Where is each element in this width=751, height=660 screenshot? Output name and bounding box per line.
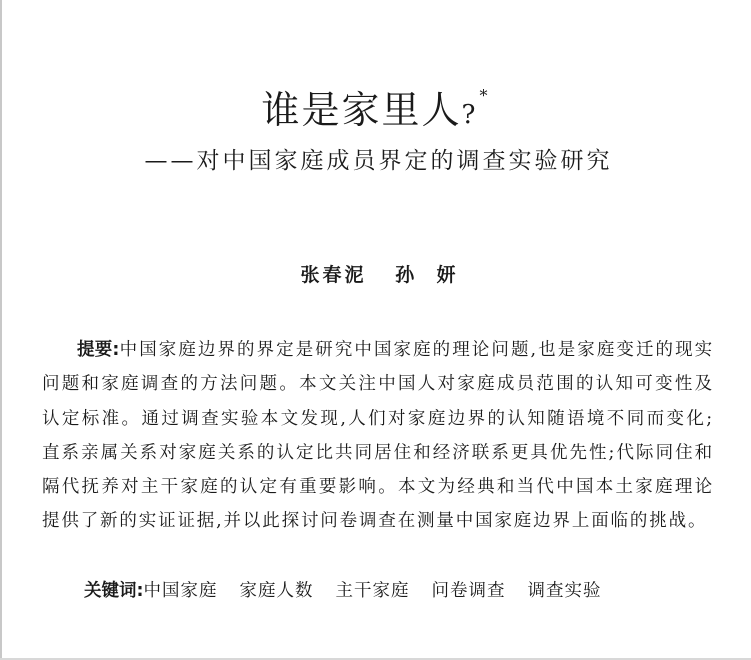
abstract-text: 中国家庭边界的界定是研究中国家庭的理论问题,也是家庭变迁的现实问题和家庭调查的方法问题。本文关注中国人对家庭成员范围的认知可变性及认定标准。通过调查实验本文发现,人们对家庭边界的认知随语境不同而变化;直系亲属关系对家庭关系的认定比共同居住和经济联系更具优先性;代际同住和隔代抚养对主干家庭的认定有重要影响。本文为经典和当代中国本土家庭理论提供了新的实证证据,并以此探讨问卷调查在测量中国家庭边界上面临的挑战。: [42, 340, 714, 532]
paper-authors: 张春泥 孙 妍: [300, 264, 459, 286]
keyword-item: 中国家庭: [143, 581, 218, 601]
title-footnote-marker: *: [479, 86, 490, 105]
keyword-item: 调查实验: [527, 581, 602, 601]
keywords-label: 关键词:: [84, 581, 144, 601]
abstract-label: 提要:: [77, 340, 120, 360]
keyword-item: 家庭人数: [239, 581, 314, 601]
paper-title: [0, 72, 751, 139]
keyword-item: 主干家庭: [335, 581, 410, 601]
title-text: 谁是家里人: [261, 88, 462, 132]
paper-subtitle: ——对中国家庭成员界定的调查实验研究: [144, 148, 613, 174]
title-question-mark: ?: [461, 100, 478, 130]
abstract: [42, 333, 714, 539]
keywords: [84, 574, 624, 608]
keyword-item: 问卷调查: [431, 581, 506, 601]
